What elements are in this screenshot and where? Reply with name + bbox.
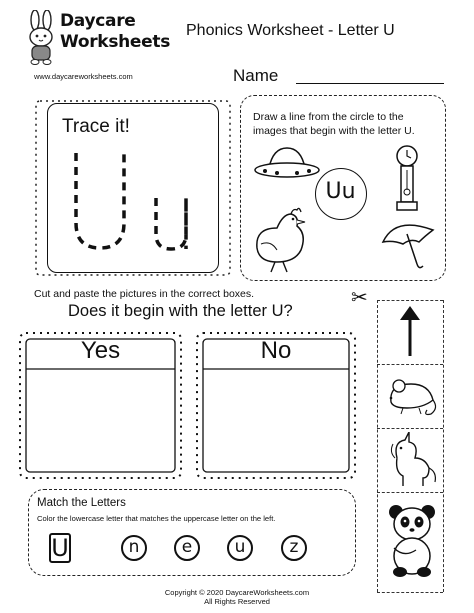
option-n[interactable]: n xyxy=(121,535,147,561)
footer xyxy=(0,588,474,606)
name-line[interactable] xyxy=(296,83,444,84)
uppercase-letter-box xyxy=(49,533,71,563)
center-circle[interactable] xyxy=(315,168,367,220)
unicorn-icon[interactable] xyxy=(385,432,439,488)
grandfather-clock-icon[interactable] xyxy=(393,144,421,212)
name-label: Name xyxy=(233,66,279,85)
trace-letters xyxy=(68,148,208,258)
draw-box xyxy=(240,95,446,281)
ufo-icon[interactable] xyxy=(251,146,321,186)
trace-box xyxy=(30,95,236,281)
match-instruction: Color the lowercase letter that matches the uppercase letter on the left. xyxy=(37,514,276,523)
uppercase-letter: U xyxy=(51,534,69,562)
rights-text: All Rights Reserved xyxy=(204,597,270,606)
no-box[interactable] xyxy=(191,327,361,484)
cut-question: Does it begin with the letter U? xyxy=(68,302,293,320)
bunny-icon xyxy=(24,10,58,66)
logo-line-1: Daycare xyxy=(60,11,136,31)
yes-label: Yes xyxy=(80,337,121,364)
center-letters: Uu xyxy=(325,179,356,204)
panda-icon[interactable] xyxy=(386,498,438,578)
option-z[interactable]: z xyxy=(281,535,307,561)
match-box xyxy=(28,489,356,576)
option-u[interactable]: u xyxy=(227,535,253,561)
cut-line-right xyxy=(443,300,444,592)
logo-url: www.daycareworksheets.com xyxy=(34,72,133,81)
cut-line-left xyxy=(377,300,378,592)
cut-line-1 xyxy=(377,364,443,365)
mouse-icon[interactable] xyxy=(383,372,439,418)
trace-inner xyxy=(47,103,219,273)
match-title: Match the Letters xyxy=(37,497,126,509)
yes-box[interactable] xyxy=(14,327,187,484)
cut-line-2 xyxy=(377,428,443,429)
page-title: Phonics Worksheet - Letter U xyxy=(186,22,395,39)
umbrella-icon[interactable] xyxy=(379,220,437,272)
no-label: No xyxy=(260,337,292,364)
draw-instruction: Draw a line from the circle to the images that begin with the letter U. xyxy=(253,111,415,137)
logo xyxy=(24,8,171,92)
cut-line-top xyxy=(377,300,443,301)
cut-line-3 xyxy=(377,492,443,493)
option-e[interactable]: e xyxy=(174,535,200,561)
copyright-text: Copyright © 2020 DaycareWorksheets.com xyxy=(164,588,310,597)
hen-icon[interactable] xyxy=(247,204,311,274)
trace-title: Trace it! xyxy=(62,116,130,137)
logo-line-2: Worksheets xyxy=(60,32,171,52)
up-arrow-icon[interactable] xyxy=(398,306,422,358)
cut-instruction: Cut and paste the pictures in the correct boxes. xyxy=(34,288,255,300)
scissors-icon: ✂ xyxy=(351,287,368,309)
